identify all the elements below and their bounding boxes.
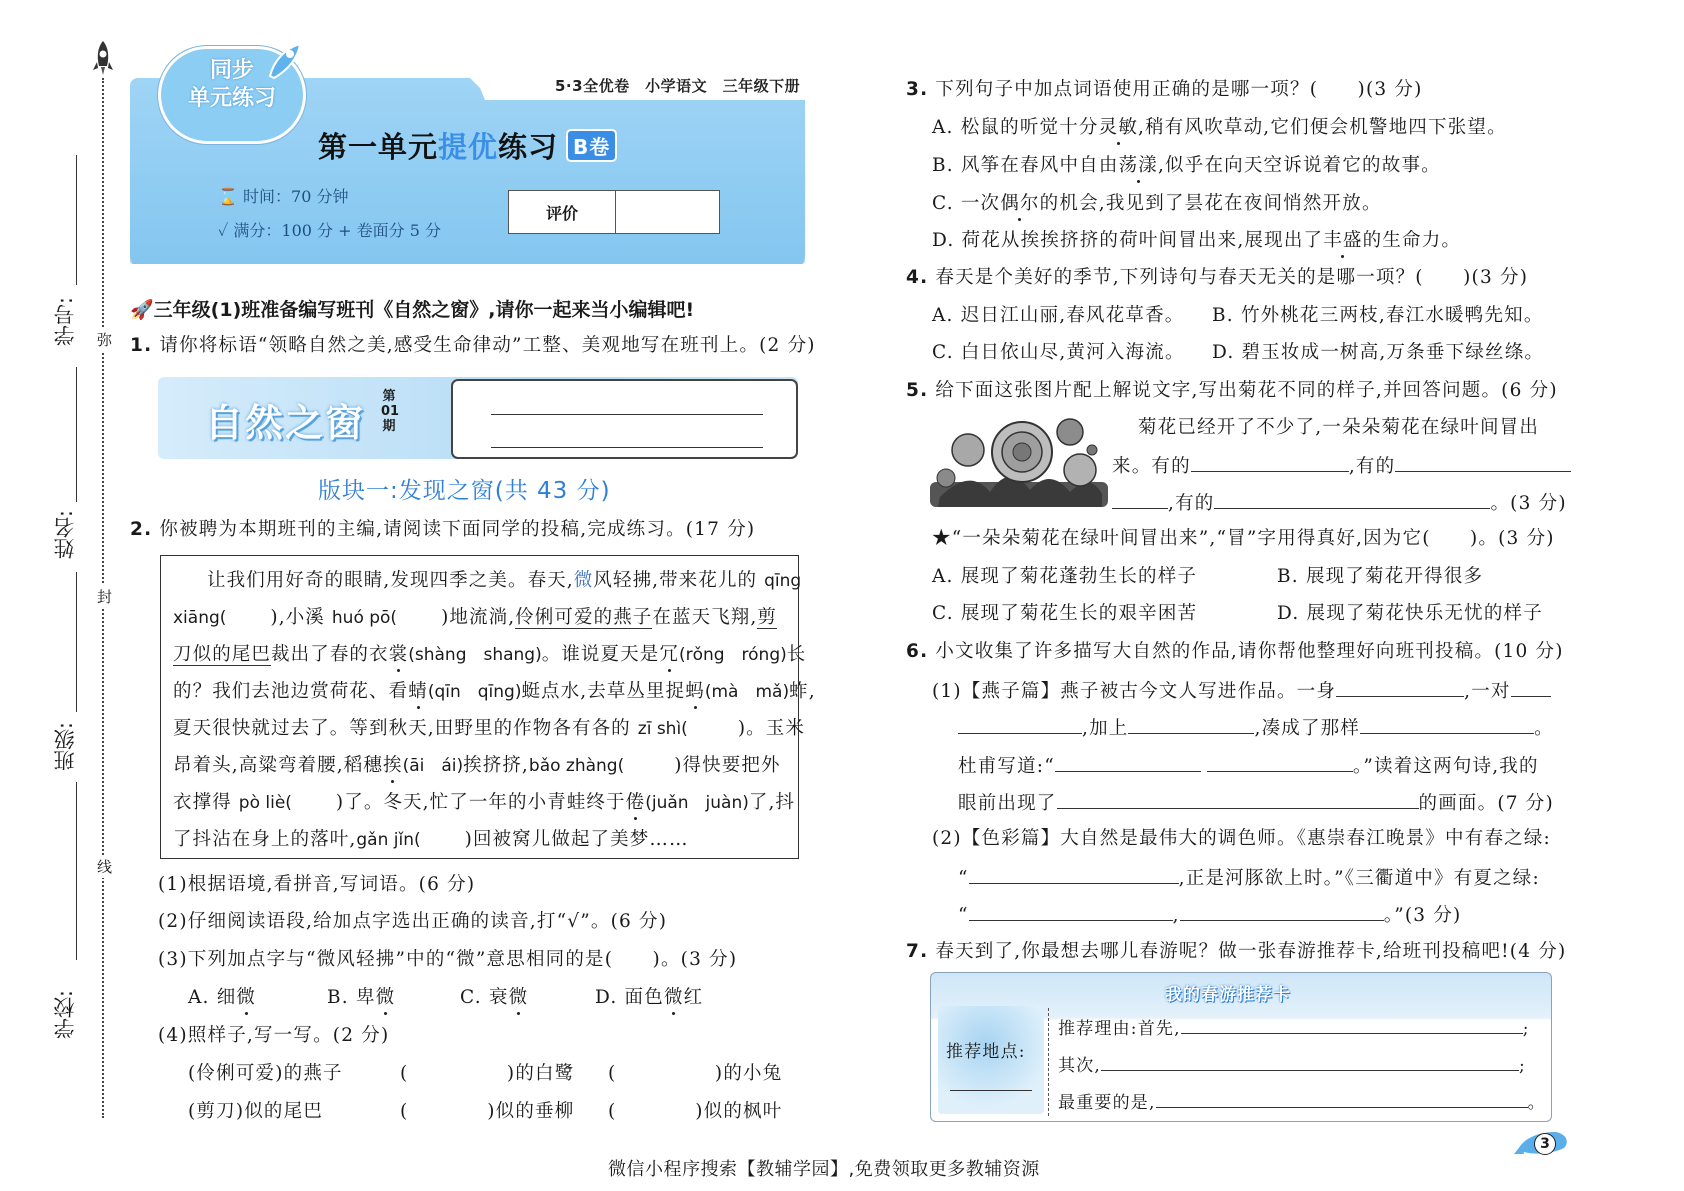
- text: 昂着头,高粱弯着腰,稻穗: [173, 755, 383, 776]
- option-text: A. 松鼠的听觉十分: [932, 117, 1099, 138]
- q6-part1-line2: [958, 715, 1554, 741]
- dotted-char: 蚂: [685, 681, 705, 702]
- dotted-char: 倦: [625, 792, 646, 813]
- question-text: 春天是个美好的季节,下列诗句与春天无关的是哪一项？( )(3 分): [935, 267, 1529, 288]
- journal-title: 自然之窗: [205, 401, 366, 445]
- option-label: C. 衰: [460, 987, 509, 1008]
- student-id-label: 学号:: [53, 297, 77, 347]
- text: )得快要把外: [674, 755, 781, 776]
- option-label: B. 卑: [327, 987, 376, 1008]
- slogan-writing-box[interactable]: [451, 379, 798, 459]
- issue-char-1: 第: [382, 389, 396, 404]
- answer-blank[interactable]: [1191, 453, 1349, 472]
- passage-line: [173, 640, 806, 666]
- q4-option-c[interactable]: C. 白日依山尽,黄河入海流。: [932, 342, 1185, 363]
- text: 风轻拂,带来花儿的: [593, 570, 765, 591]
- dotted-char: 微: [375, 987, 396, 1008]
- q4-option-a[interactable]: A. 迟日江山丽,春风花草香。: [932, 305, 1185, 326]
- q5-option-b[interactable]: B. 展现了菊花开得很多: [1277, 566, 1484, 587]
- section-heading: 版块一:发现之窗(共 43 分): [318, 478, 611, 504]
- page-number-badge: [1512, 1128, 1570, 1158]
- title-part-2: 练习: [498, 130, 559, 164]
- binding-word-feng: 封: [94, 585, 115, 608]
- q2-sub3-option-d[interactable]: [595, 986, 703, 1010]
- issue-char-2: 01: [381, 404, 400, 419]
- underlined-phrase: 剪: [757, 607, 777, 628]
- question-6: [906, 640, 1564, 664]
- badge-line-1: 同步: [209, 58, 254, 83]
- chrysanthemum-image: [930, 412, 1108, 507]
- card-divider: [1048, 1008, 1049, 1116]
- issue-number: [381, 389, 400, 434]
- text: ,有的: [1168, 493, 1215, 514]
- dotted-word: 偶尔: [1000, 193, 1040, 214]
- title-part-1: 第一单元: [318, 130, 439, 164]
- q5-star-question: ★“一朵朵菊花在绿叶间冒出来”,“冒”字用得真好,因为它( )。(3 分): [932, 528, 1555, 549]
- q2-sub4: (4)照样子,写一写。(2 分): [158, 1025, 390, 1046]
- text: ),小溪: [270, 607, 332, 628]
- question-number: 2.: [130, 519, 153, 540]
- text: )回被窝儿做起了美梦……: [464, 829, 689, 850]
- dotted-word: 灵敏: [1098, 117, 1139, 138]
- page-title: [318, 125, 617, 166]
- passage-line: [173, 677, 816, 703]
- hourglass-icon: ⌛: [218, 187, 238, 206]
- q3-option-d[interactable]: [932, 229, 1461, 253]
- option-text: B. 风筝在春风中自由: [932, 155, 1119, 176]
- q6-part1-line3: [958, 753, 1539, 779]
- binding-word-mi: 弥: [94, 328, 115, 351]
- answer-blank[interactable]: [1207, 753, 1353, 772]
- text: “: [958, 905, 969, 926]
- badge-line-2: 单元练习: [187, 86, 276, 111]
- badge-rocket-icon: [262, 42, 304, 86]
- option-text: D. 荷花从挨挨挤挤的荷叶间冒出来,展现出了: [932, 230, 1324, 251]
- pinyin-choice[interactable]: (mà mǎ): [704, 682, 790, 702]
- option-text: 的生命力。: [1362, 230, 1462, 251]
- class-label: 班级:: [53, 722, 77, 772]
- answer-blank[interactable]: [1511, 678, 1551, 697]
- question-text: 小文收集了许多描写大自然的作品,请你帮他整理好向班刊投稿。(10 分): [935, 641, 1564, 662]
- q2-sub1: (1)根据语境,看拼音,写词语。(6 分): [158, 874, 476, 895]
- school-label: 学校:: [53, 990, 77, 1040]
- text: 的画面。(7 分): [1418, 793, 1554, 814]
- reason-line-2: [1058, 1052, 1526, 1078]
- issue-char-3: 期: [382, 419, 396, 434]
- option-rest: 红: [683, 987, 704, 1008]
- question-number: 4.: [906, 267, 929, 288]
- class-line[interactable]: [76, 572, 77, 712]
- question-number: 7.: [906, 941, 929, 962]
- writing-line-1: [491, 414, 763, 415]
- text: ,正是河豚欲上时。”《三衢道中》有夏之绿:: [1178, 868, 1540, 889]
- text: 了,抖: [748, 792, 796, 813]
- text: )了。冬天,忙了一年的小青蛙终于: [335, 792, 626, 813]
- dotted-char: 裳: [388, 644, 409, 665]
- time-label: 时间：70 分钟: [243, 187, 349, 206]
- question-1: [130, 334, 816, 358]
- answer-blank[interactable]: [1395, 453, 1571, 472]
- dotted-char: 冗: [659, 644, 679, 665]
- pinyin: bǎo zhàng(: [528, 756, 625, 776]
- dotted-word: 丰盛: [1323, 230, 1363, 251]
- text: ,凑成了那样: [1254, 718, 1361, 739]
- answer-blank[interactable]: [1360, 715, 1534, 734]
- text: 其次,: [1058, 1056, 1102, 1076]
- q5-caption-line-2: [1112, 453, 1571, 479]
- rocket-icon: [92, 40, 114, 78]
- answer-blank[interactable]: [1112, 490, 1168, 509]
- text: 。”读着这两句诗,我的: [1352, 756, 1539, 777]
- q2-sub3: (3)下列加点字与“微风轻拂”中的“微”意思相同的是( )。(3 分): [158, 949, 738, 970]
- text: 。: [1527, 1093, 1546, 1113]
- dotted-char: 微: [236, 987, 257, 1008]
- q4-option-d[interactable]: D. 碧玉妆成一树高,万条垂下绿丝绦。: [1212, 342, 1545, 363]
- check-circle-icon: ✓: [218, 221, 229, 240]
- text: 挨挤挤,: [463, 755, 529, 776]
- text: 。谁说夏天是: [541, 644, 660, 665]
- q6-part2-line3: “ , 。”(3 分): [958, 902, 1461, 928]
- text: 推荐理由:首先,: [1058, 1019, 1181, 1039]
- q2-sub3-option-a[interactable]: [188, 986, 256, 1010]
- student-id-line[interactable]: [76, 155, 77, 285]
- q3-option-b[interactable]: [932, 154, 1441, 178]
- answer-blank[interactable]: [958, 715, 1082, 734]
- answer-blank[interactable]: [1128, 715, 1254, 734]
- sub4-blank-maple[interactable]: ( )似的枫叶: [608, 1101, 783, 1122]
- card-title: 我的春游推荐卡: [1165, 985, 1291, 1005]
- sub4-example-2: (剪刀)似的尾巴: [188, 1101, 324, 1122]
- pinyin-choice[interactable]: (āi ái): [402, 756, 464, 776]
- q6-part1-line1: [932, 678, 1551, 704]
- evaluation-field[interactable]: [616, 191, 719, 233]
- answer-blank[interactable]: [1057, 790, 1419, 809]
- option-label: D. 面色: [595, 987, 664, 1008]
- pinyin-choice[interactable]: (qīn qīng): [427, 682, 522, 702]
- text: 让我们用好奇的眼睛,发现四季之美。春天,: [207, 570, 574, 591]
- question-3: [906, 78, 1423, 102]
- passage-line: [173, 825, 689, 851]
- answer-blank[interactable]: [1101, 1052, 1519, 1071]
- pinyin-choice[interactable]: (shàng shang): [408, 645, 542, 665]
- option-text: ,稍有风吹草动,它们便会机警地四下张望。: [1138, 117, 1507, 138]
- text: 蚱,: [789, 681, 816, 702]
- q6-part2-line1: (2)【色彩篇】大自然是最伟大的调色师。《惠崇春江晚景》中有春之绿:: [932, 828, 1551, 849]
- sub4-example-1: (伶俐可爱)的燕子: [188, 1063, 343, 1084]
- dotted-char: 挨: [382, 755, 403, 776]
- passage-line: [207, 566, 801, 592]
- answer-blank[interactable]: [1156, 1089, 1528, 1108]
- binding-word-xian: 线: [94, 855, 115, 878]
- text: (1)【燕子篇】燕子被古今文人写进作品。一身: [932, 681, 1337, 702]
- q5-option-a[interactable]: A. 展现了菊花蓬勃生长的样子: [932, 566, 1198, 587]
- q5-caption-line-1: 菊花已经开了不少了,一朵朵菊花在绿叶间冒出: [1138, 417, 1540, 438]
- place-label: 推荐地点:: [946, 1042, 1026, 1062]
- question-text: 春天到了,你最想去哪儿春游呢？做一张春游推荐卡,给班刊投稿吧!(4 分): [935, 941, 1567, 962]
- dotted-char: 微: [663, 987, 684, 1008]
- answer-blank[interactable]: [1180, 902, 1384, 921]
- reason-line-1: [1058, 1015, 1530, 1041]
- option-text: C. 一次: [932, 193, 1001, 214]
- text: 夏天很快就过去了。等到秋天,田野里的作物各有各的: [173, 718, 638, 739]
- page-number: 3: [1534, 1133, 1556, 1155]
- footer-note: 微信小程序搜索【教辅学园】,免费领取更多教辅资源: [608, 1159, 1040, 1180]
- text: 衣撑得: [173, 792, 239, 813]
- time-info: [218, 184, 348, 207]
- title-highlight: 提优: [438, 130, 499, 164]
- intro-line: [130, 295, 694, 322]
- pinyin: qīng: [764, 571, 802, 591]
- evaluation-box: [508, 190, 720, 234]
- dotted-word: 荡漾: [1118, 155, 1158, 176]
- score-label: 满分：100 分 + 卷面分 5 分: [233, 221, 441, 240]
- text: ,有的: [1348, 456, 1396, 477]
- intro-text: 三年级(1)班准备编写班刊《自然之窗》,请你一起来当小编辑吧!: [153, 299, 695, 321]
- sub4-blank-rabbit[interactable]: ( )的小兔: [608, 1063, 783, 1084]
- score-info: [218, 218, 441, 241]
- answer-blank[interactable]: [1214, 490, 1490, 509]
- highlight-char: 微: [573, 570, 594, 591]
- q5-caption-line-3: [1112, 490, 1567, 516]
- school-line[interactable]: [76, 782, 77, 960]
- question-text: 下列句子中加点词语使用正确的是哪一项？( )(3 分): [935, 79, 1423, 100]
- passage-line: [173, 788, 795, 814]
- answer-blank[interactable]: [1336, 678, 1464, 697]
- q6-part2-line2: [958, 865, 1540, 891]
- question-text: 给下面这张图片配上解说文字,写出菊花不同的样子,并回答问题。(6 分): [935, 380, 1558, 401]
- text: 来。有的: [1112, 456, 1191, 477]
- q6-part1-line4: [958, 790, 1554, 816]
- pinyin-choice[interactable]: (rǒng róng): [678, 645, 787, 665]
- option-label: A. 细: [188, 987, 237, 1008]
- option-text: 的机会,我见到了昙花在夜间悄然开放。: [1039, 193, 1382, 214]
- pinyin: xiāng(: [173, 608, 227, 628]
- pinyin: gǎn jǐn(: [356, 830, 421, 850]
- underlined-phrase: 伶俐可爱的燕子: [515, 607, 653, 628]
- series-label: 5·3全优卷 小学语文 三年级下册: [555, 77, 801, 95]
- q2-sub3-option-c[interactable]: [460, 986, 528, 1010]
- text: )地流淌,: [441, 607, 516, 628]
- text: 蜓点水,去草丛里捉: [521, 681, 686, 702]
- reading-passage: [160, 555, 816, 859]
- text: 裁出了春的衣: [271, 644, 389, 665]
- dotted-char: 微: [508, 987, 529, 1008]
- question-number: 6.: [906, 641, 929, 662]
- dotted-char: 蜻: [408, 681, 428, 702]
- question-number: 5.: [906, 380, 929, 401]
- text: ;: [1519, 1056, 1526, 1076]
- text: “: [958, 868, 969, 889]
- writing-line-2: [491, 447, 763, 448]
- question-7: [906, 940, 1566, 964]
- q5-option-c[interactable]: C. 展现了菊花生长的艰辛困苦: [932, 603, 1198, 624]
- sub4-blank-willow[interactable]: ( )似的垂柳: [400, 1101, 575, 1122]
- paper-tag-badge: B卷: [566, 129, 617, 162]
- evaluation-label: 评价: [509, 191, 616, 233]
- q2-sub2: (2)仔细阅读语段,给加点字选出正确的读音,打“√”。(6 分): [158, 911, 668, 932]
- pinyin: zī shì(: [637, 719, 688, 739]
- answer-blank[interactable]: [969, 902, 1173, 921]
- question-number: 3.: [906, 79, 929, 100]
- q3-option-c[interactable]: [932, 192, 1382, 216]
- text: )。玉米: [737, 718, 805, 739]
- question-number: 1.: [130, 335, 153, 356]
- text: 最重要的是,: [1058, 1093, 1156, 1113]
- answer-blank[interactable]: [1055, 753, 1201, 772]
- text: 。: [1534, 718, 1554, 739]
- underlined-phrase: 刀似的尾巴: [173, 644, 272, 665]
- text: ;: [1522, 1019, 1530, 1039]
- text: ,一对: [1464, 681, 1511, 702]
- rocket-small-icon: 🚀: [130, 299, 154, 321]
- q3-option-a[interactable]: [932, 116, 1507, 140]
- q2-sub3-option-b[interactable]: [327, 986, 395, 1010]
- name-line[interactable]: [76, 367, 77, 502]
- pinyin: huó pō(: [331, 608, 398, 628]
- question-5: [906, 379, 1558, 403]
- q5-option-d[interactable]: D. 展现了菊花快乐无忧的样子: [1277, 603, 1543, 624]
- text: 。”(3 分): [1383, 905, 1462, 926]
- question-text: 请你将标语“领略自然之美,感受生命律动”工整、美观地写在班刊上。(2 分): [159, 335, 816, 356]
- text: 了抖沾在身上的落叶,: [173, 829, 357, 850]
- answer-blank[interactable]: [1181, 1015, 1523, 1034]
- text: 的？我们去池边赏荷花、看: [173, 681, 409, 702]
- passage-line: [173, 714, 805, 740]
- sub4-blank-egret[interactable]: ( )的白鹭: [400, 1063, 575, 1084]
- text: 。(3 分): [1490, 493, 1567, 514]
- passage-line: [173, 603, 777, 629]
- question-text: 你被聘为本期班刊的主编,请阅读下面同学的投稿,完成练习。(17 分): [159, 519, 756, 540]
- q4-option-b[interactable]: B. 竹外桃花三两枝,春江水暖鸭先知。: [1212, 305, 1544, 326]
- text: 长: [786, 644, 807, 665]
- answer-blank[interactable]: [969, 865, 1179, 884]
- pinyin: pò liè(: [238, 793, 292, 813]
- passage-line: [173, 751, 781, 777]
- question-2: [130, 518, 755, 542]
- text: 在蓝天飞翔,: [652, 607, 758, 628]
- option-text: ,似乎在向天空诉说着它的故事。: [1157, 155, 1441, 176]
- reason-line-3: [1058, 1089, 1546, 1115]
- name-label: 姓名:: [53, 510, 77, 560]
- question-4: [906, 266, 1528, 290]
- text: ,加上: [1082, 718, 1129, 739]
- pinyin-choice[interactable]: (juǎn juàn): [645, 793, 749, 813]
- text: 杜甫写道:“: [958, 756, 1055, 777]
- text: 眼前出现了: [958, 793, 1057, 814]
- place-input-line[interactable]: [950, 1090, 1032, 1091]
